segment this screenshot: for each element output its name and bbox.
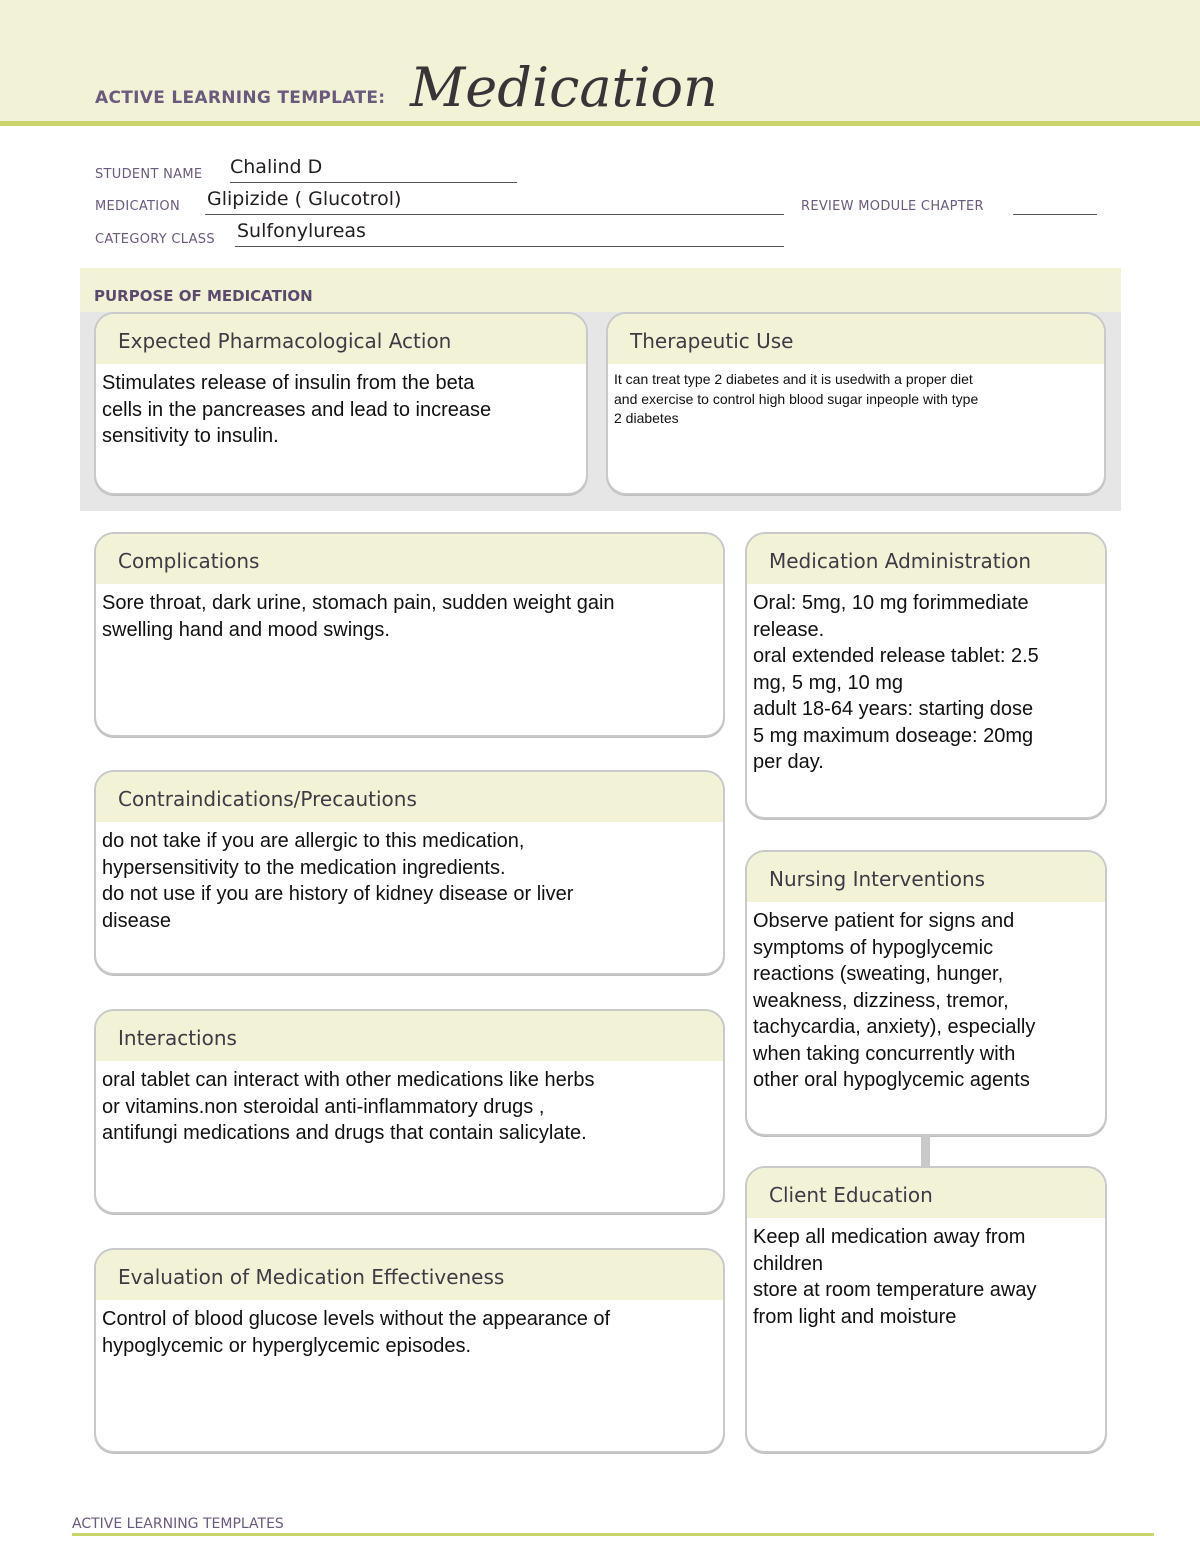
review-module-label: REVIEW MODULE CHAPTER [801,199,984,214]
evaluation-box [94,1248,725,1453]
footer-divider [72,1533,1154,1536]
category-class-label: CATEGORY CLASS [95,232,215,247]
connector-bar [921,1134,930,1167]
interactions-title: Interactions [96,1011,723,1063]
header-divider [0,121,1200,126]
category-class-field[interactable]: Sulfonylureas [237,220,366,242]
expected-action-title: Expected Pharmacological Action [96,314,586,366]
administration-box [745,532,1107,819]
medication-label: MEDICATION [95,199,180,214]
complications-box [94,532,725,737]
purpose-heading: PURPOSE OF MEDICATION [94,287,313,305]
administration-text[interactable]: Oral: 5mg, 10 mg forimmediate release. oral extended release tablet: 2.5 mg, 5 mg, 10 mg adult 18-64 years: starting dose 5 mg maximum doseage: 20mg per day. [753,592,1039,773]
category-class-underline [235,246,784,247]
review-module-underline [1013,214,1097,215]
evaluation-text[interactable]: Control of blood glucose levels without the appearance of hypoglycemic or hyperglycemic episodes. [102,1308,611,1357]
complications-title: Complications [96,534,723,586]
evaluation-title: Evaluation of Medication Effectiveness [96,1250,723,1302]
medication-underline [205,214,784,215]
nursing-interventions-title: Nursing Interventions [747,852,1105,904]
administration-title: Medication Administration [747,534,1105,586]
contraindications-title: Contraindications/Precautions [96,772,723,824]
complications-text[interactable]: Sore throat, dark urine, stomach pain, sudden weight gain swelling hand and mood swings. [102,592,615,641]
interactions-text[interactable]: oral tablet can interact with other medications like herbs or vitamins.non steroidal anti-inflammatory drugs , antifungi medications and drugs that contain salicylate. [102,1069,595,1144]
footer-label: ACTIVE LEARNING TEMPLATES [72,1516,284,1532]
interactions-box [94,1009,725,1214]
purpose-header [80,268,1121,312]
therapeutic-use-title: Therapeutic Use [608,314,1104,366]
nursing-interventions-text[interactable]: Observe patient for signs and symptoms of hypoglycemic reactions (sweating, hunger, weakness, dizziness, tremor, tachycardia, anxiety), especially when taking concurrently with other oral hypoglycemic agents [753,910,1036,1091]
client-education-box [745,1166,1107,1453]
student-name-label: STUDENT NAME [95,167,203,182]
therapeutic-use-text[interactable]: It can treat type 2 diabetes and it is usedwith a proper diet and exercise to control high blood sugar inpeople with type 2 diabetes [614,371,979,426]
nursing-interventions-box [745,850,1107,1136]
medication-field[interactable]: Glipizide ( Glucotrol) [207,188,402,210]
contraindications-text[interactable]: do not take if you are allergic to this medication, hypersensitivity to the medication ingredients. do not use if you are history of kidney disease or liver disease [102,830,574,932]
client-education-title: Client Education [747,1168,1105,1220]
expected-action-box [94,312,588,495]
expected-action-text[interactable]: Stimulates release of insulin from the beta cells in the pancreases and lead to increase sensitivity to insulin. [102,372,492,447]
contraindications-box [94,770,725,975]
client-education-text[interactable]: Keep all medication away from children store at room temperature away from light and moisture [753,1226,1037,1328]
student-name-underline [230,182,517,183]
student-name-field[interactable]: Chalind D [230,156,323,178]
template-label: ACTIVE LEARNING TEMPLATE: [95,88,386,108]
page-title: Medication [410,56,718,119]
therapeutic-use-box [606,312,1106,495]
